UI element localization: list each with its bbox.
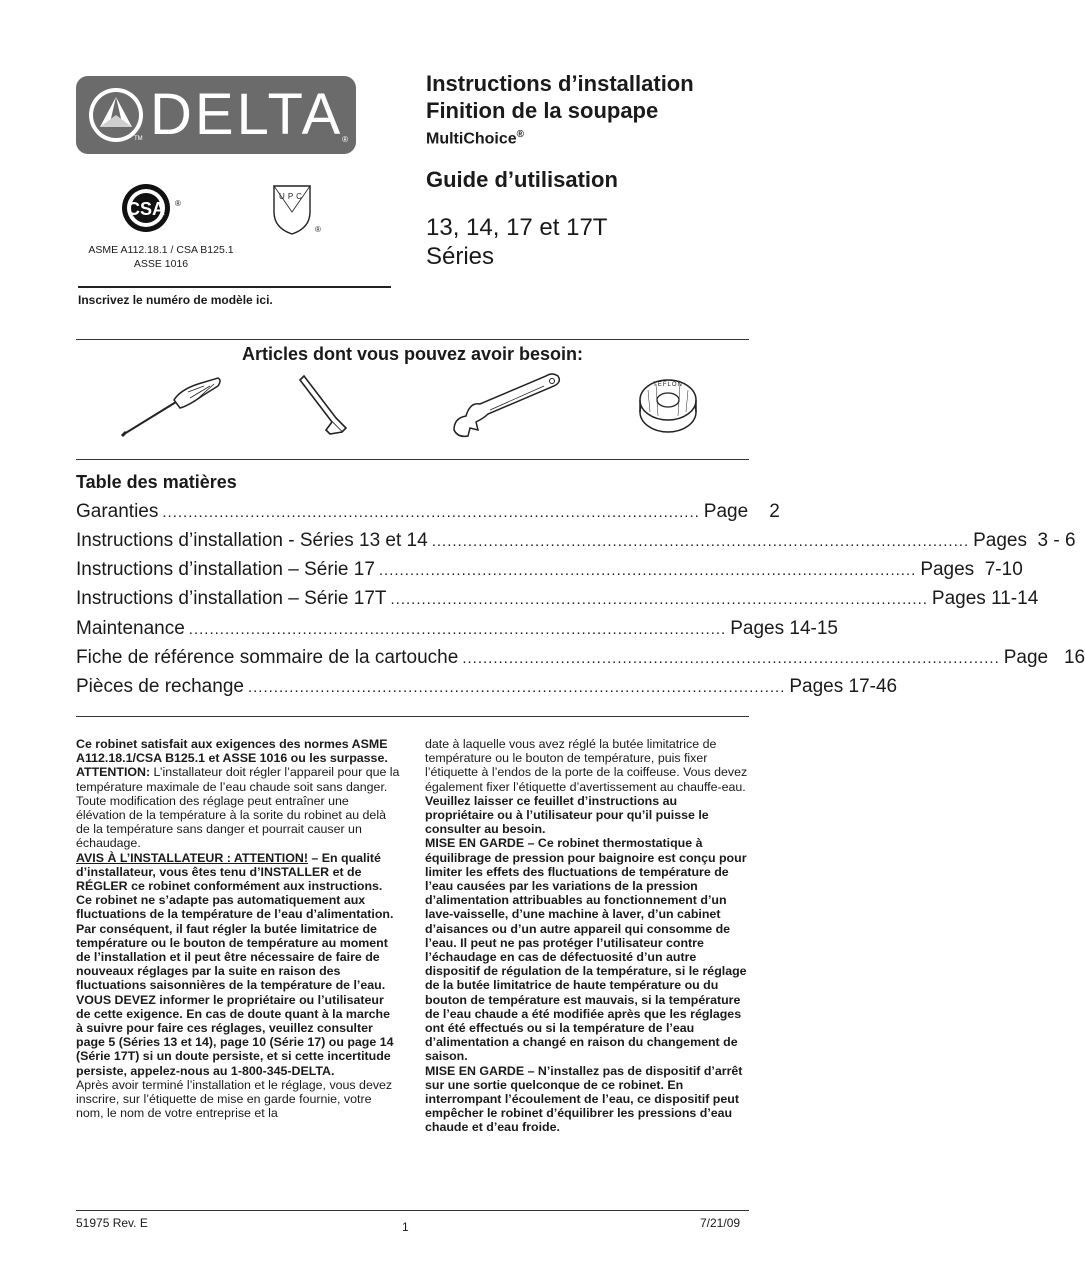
- body-right-column: [425, 737, 749, 1135]
- brand-wordmark: DELTA: [150, 82, 344, 147]
- trademark-symbol: TM: [134, 136, 143, 142]
- toc-page: Pages 3 - 6: [973, 530, 1076, 551]
- toc-label: Instructions d’installation – Série 17T: [76, 588, 387, 609]
- toc-row: Maintenance ........................................................................................................ Pages 14-15: [76, 618, 838, 639]
- toc-row: Garanties ........................................................................................................ Page 2: [76, 501, 780, 522]
- body-left-column: [76, 737, 400, 1120]
- series-line-1: 13, 14, 17 et 17T: [426, 214, 608, 241]
- series-title: [426, 213, 607, 271]
- delta-logo: [76, 76, 356, 154]
- toc-page: Pages 7-10: [920, 559, 1023, 580]
- section-divider: [76, 716, 749, 717]
- teflon-tape-icon: [636, 372, 704, 436]
- section-divider: [76, 339, 749, 340]
- toc-label: Instructions d’installation - Séries 13 et 14: [76, 530, 428, 551]
- section-divider: [76, 459, 749, 460]
- screwdriver-icon: [118, 372, 223, 442]
- toc-page: Page 16: [1003, 647, 1085, 668]
- after-install-paragraph: Après avoir terminé l’installation et le réglage, vous devez inscrire, sur l’étiquette de mise en garde fournie, votre nom, le nom de votre entreprise et la: [76, 1077, 393, 1121]
- toc-page: Pages 17-46: [789, 676, 898, 697]
- toc-label: Maintenance: [76, 618, 185, 639]
- toc-title: Table des matières: [76, 472, 237, 492]
- model-number-label: Inscrivez le numéro de modèle ici.: [78, 293, 273, 307]
- upc-registered: ®: [315, 225, 321, 234]
- toc-page: Pages 14-15: [730, 618, 838, 639]
- guide-title: Guide d’utilisation: [426, 167, 618, 192]
- standards-line-2: ASSE 1016: [133, 258, 189, 270]
- toc-label: Garanties: [76, 501, 159, 522]
- csa-registered: ®: [175, 199, 181, 208]
- title-line-1: Instructions d’installation: [426, 71, 694, 96]
- upc-label: UPC: [279, 192, 305, 201]
- toc-row: Instructions d’installation – Série 17T ........................................................................................................ Pages 11-14: [76, 588, 1039, 609]
- footer-divider: [76, 1210, 749, 1211]
- needs-title: Articles dont vous pouvez avoir besoin:: [241, 344, 584, 364]
- toc-label: Instructions d’installation – Série 17: [76, 559, 375, 580]
- toc-row: Pièces de rechange ........................................................................................................ Pages 17-46: [76, 676, 898, 697]
- wrench-icon: [448, 372, 568, 442]
- title-line-2: Finition de la soupape: [426, 98, 659, 123]
- csa-label: CSA: [126, 199, 166, 219]
- delta-triangle-icon: [88, 87, 144, 143]
- toc-row: Instructions d’installation - Séries 13 et 14 ........................................................................................................ Pages 3 - 6: [76, 530, 1076, 551]
- upc-certification-icon: [270, 180, 324, 238]
- toc-page: Pages 11-14: [931, 588, 1039, 609]
- toc-label: Fiche de référence sommaire de la cartouche: [76, 647, 459, 668]
- revision-date: 7/21/09: [700, 1216, 741, 1230]
- toc-row: Fiche de référence sommaire de la cartouche ........................................................................................................ Page 16: [76, 647, 1085, 668]
- toc-page: Page 2: [703, 501, 780, 522]
- standards-line-1: ASME A112.18.1 / CSA B125.1: [88, 244, 234, 256]
- installer-notice-paragraph: AVIS À L’INSTALLATEUR : ATTENTION! – En qualité d’installateur, vous êtes tenu d’INSTALLER et de RÉGLER ce robinet conformément aux instructions. Ce robinet ne s’adapte pas automatiquement aux fluctuations de la température de l’eau d’alimentation. Par conséquent, il faut régler la butée limitatrice de température ou le bouton de température au moment de l’installation et il peut être nécessaire de faire de nouveaux réglages par la suite en raison des fluctuations saisonnières de la température de l’eau. VOUS DEVEZ informer le propriétaire ou l’utilisateur de cette exigence. En cas de doute quant à la marche à suivre pour faire ces réglages, veuillez consulter page 5 (Séries 13 et 14), page 10 (Série 17) ou page 14 (Série 17T) si un doute persiste, et si cette incertitude persiste, appelez-nous au 1-800-345-DELTA.: [76, 850, 394, 1078]
- hex-key-icon: [296, 372, 356, 438]
- title-line-3: MultiChoice®: [426, 129, 525, 148]
- label-paragraph: date à laquelle vous avez réglé la butée limitatrice de température ou le bouton de température, puis fixer l’étiquette à l’endos de la porte de la coiffeuse. Vous devez également fixer l’étiquette d’avertissement au chauffe-eau. Veuillez laisser ce feuillet d’instructions au propriétaire ou à l’utilisateur pour qu’il puisse le consulter au besoin.: [425, 737, 748, 837]
- toc-label: Pièces de rechange: [76, 676, 244, 697]
- title-block: [426, 70, 786, 150]
- toc-row: Instructions d’installation – Série 17 ........................................................................................................ Pages 7-10: [76, 559, 1023, 580]
- attention-paragraph: ATTENTION: L’installateur doit régler l’appareil pour que la température maximale de l’eau chaude soit sans danger. Toute modification des réglage peut entraîner une élévation de la température à la sorite du robinet au delà de la température sans danger et pourrait causer un échaudage.: [76, 765, 400, 851]
- csa-certification-icon: [122, 180, 184, 236]
- document-number: 51975 Rev. E: [76, 1216, 148, 1230]
- teflon-label: TEFLON: [653, 382, 683, 388]
- model-number-line: [78, 286, 391, 288]
- series-line-2: Séries: [426, 243, 495, 270]
- warning-paragraph-2: MISE EN GARDE – N’installez pas de dispositif d’arrêt sur une sortie quelconque de ce robinet. En interrompant l’écoulement de l’eau, ce dispositif peut empêcher le robinet d’équilibrer les pressions d’eau chaude et d’eau froide.: [425, 1063, 743, 1135]
- page-number: 1: [402, 1220, 409, 1234]
- compliance-paragraph: Ce robinet satisfait aux exigences des normes ASME A112.18.1/CSA B125.1 et ASSE 1016 ou les surpasse.: [76, 737, 388, 766]
- warning-paragraph-1: MISE EN GARDE – Ce robinet thermostatique à équilibrage de pression pour baignoire est conçu pour limiter les effets des fluctuations de température de l’eau causées par les variations de la pression d’alimentation attribuables au fonctionnement d’un lave-vaisselle, d’une machine à laver, d’un cabinet d’aisances ou d’un autre appareil qui consomme de l’eau. Il peut ne pas protéger l’utilisateur contre l’échaudage en cas de défectuosité d’un autre dispositif de régulation de la température, si le réglage de la butée limitatrice de haute température ou du bouton de température est mauvais, si la température de l’eau chaude a été modifiée après que les réglages ont été effectués ou si la température de l’eau d’alimentation a changé en raison du changement de saison.: [425, 836, 747, 1064]
- registered-symbol: ®: [342, 135, 348, 144]
